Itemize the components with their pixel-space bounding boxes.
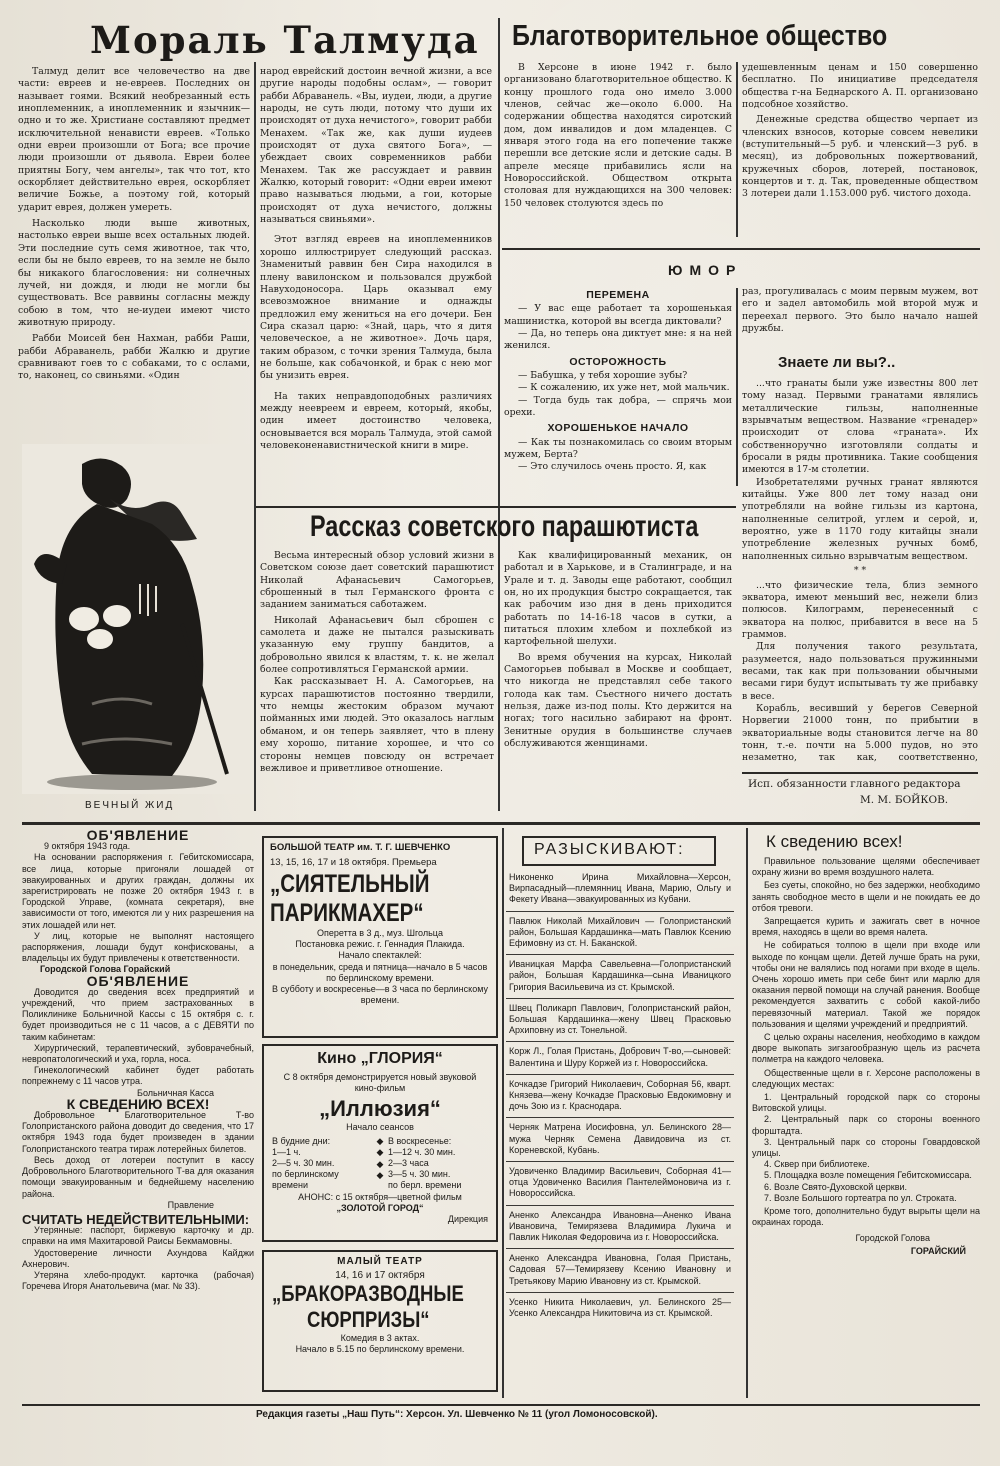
wanted-entry: Кочкадзе Григорий Николаевич, Соборная 56, кварт. Князева—жену Кочкадзе Прасковью Евдокимовну и дочь Зою из г. Краснодара. xyxy=(506,1075,734,1119)
cinema-weekdays xyxy=(272,1136,372,1192)
cinema-anons: АНОНС: с 15 октября—цветной фильм xyxy=(298,1191,462,1202)
section-rule xyxy=(742,772,978,774)
cinema-weekday-1: 1—1 ч. xyxy=(272,1146,301,1157)
theatre-title-2: ПАРИКМАХЕР“ xyxy=(270,899,424,927)
notice-list-item: 2. Центральный парк со стороны военного форштадта. xyxy=(752,1114,980,1136)
column-divider xyxy=(736,62,738,237)
notice-title: К сведению всех! xyxy=(766,832,903,851)
theatre-desc: Оперетта в 3 д., муз. Шгольца xyxy=(317,928,443,938)
parachutist-p4: Как квалифицированный механик, он работал и в Харькове, и в Сталинграде, и на Урале и т. д. Заводы еще работают, сообщил он, но их продукция быстро сокращается, так как рабочим изо дня в день приходится работать по 14-16-18 часов в сутки, а питаться плохим хлебом и похлебкой из картофельной шелухи. xyxy=(504,550,732,648)
wanted-entry: Черняк Матрена Иосифовна, ул. Белинского 28—мужа Черняк Семена Давидовича из ст. Кореневской, Кубань. xyxy=(506,1118,734,1162)
small-theatre-dates: 14, 16 и 17 октября xyxy=(335,1270,425,1281)
notice-list-item: 3. Центральный парк со стороны Говардовской улицы. xyxy=(752,1136,980,1159)
small-theatre-head: МАЛЫЙ ТЕАТР xyxy=(337,1256,423,1267)
column-divider xyxy=(498,18,500,811)
know-p5: Корабль, весивший у берегов Северной Норвегии 21000 тонн, по прибытии в экваториальные воды становится легче на 80 тонн, т.-е. почти на 5.000 пудов, но это незаметно, так как, соответственно, xyxy=(742,702,978,764)
know-p2: Изобретателями ручных гранат являются китайцы. Уже 800 лет тому назад они употребляли на войне гильзы из картона, наполненные селитрой, углем и серой, и, вероятно, уже в 1170 году китайцы знали употребление железных ручных бомб, наполненных сильно взрывчатым веществом. xyxy=(742,476,978,562)
humor-line: — Бабушка, у тебя хорошие зубы? xyxy=(518,370,688,382)
humor-heading-2: ОСТОРОЖНОСТЬ xyxy=(569,355,667,368)
theatre-dates: 13, 15, 16, 17 и 18 октября. Премьера xyxy=(270,857,437,868)
parachutist-title: Рассказ советского парашютиста xyxy=(310,510,699,543)
humor-heading-3: ХОРОШЕНЬКОЕ НАЧАЛО xyxy=(547,422,689,435)
theatre-desc-2: Постановка режис. г. Геннадия Плакида. xyxy=(295,939,465,950)
page-section-rule xyxy=(22,822,980,825)
notice-sign: Городской Голова xyxy=(855,1232,930,1243)
announce-p3b: Весь доход от лотереи поступит в кассу Добровольного Благотворительного Т-ва для оказания помощи эвакуированным и беднейшему населению района. xyxy=(22,1154,254,1199)
parachutist-p5: Во время обучения на курсах, Николай Самогорьев побывал в Москве и сообщает, что никогда не представлял себе такого голода как там. Съестного ничего достать нельзя, даже из-под полы. Кто держится на ногах; того насильно забирают на фронт. Зенитные орудия в большинстве случаев обслуживаются женщинами. xyxy=(504,651,732,750)
charity-title: Благотворительное общество xyxy=(512,20,888,52)
notice-p: С целью охраны населения, необходимо в каждом дворе выкопать зигзагообразную щель из расчета полметра на каждого человека. xyxy=(752,1032,980,1065)
announce-title-4: СЧИТАТЬ НЕДЕЙСТВИТЕЛЬНЫМИ: xyxy=(22,1211,250,1227)
cinema-weekend-label: В воскресенье: xyxy=(388,1135,452,1146)
notice-p: Кроме того, дополнительно будут вырыты щели на окраинах города. xyxy=(752,1206,980,1228)
theatre-ad xyxy=(262,836,498,1038)
notice-column xyxy=(752,856,980,1401)
notice-list-item: 7. Возле Большого гортеатра по ул. Строката. xyxy=(764,1192,957,1203)
charity-column-1 xyxy=(504,62,732,242)
cinema-text: С 8 октября демонстрируется новый звуковой кино-фильм xyxy=(283,1072,477,1094)
talmud-p2: Насколько люди выше животных, настолько евреи выше всех остальных людей. Эти последние суть семя животное, так что, если бы не было евреев, то на земле не было бы никакого благословения: ни солнечных лучей, ни дождя, и люди не могли бы существовать. Все раввины согласны между собою в том, что не-иудеи имеют чисто животную природу. xyxy=(18,218,250,328)
cinema-direction: Дирекция xyxy=(447,1214,488,1225)
humor-line: — Да, но теперь она диктует мне: я на ней женился. xyxy=(504,328,732,352)
humor-line: раз, прогуливалась с моим первым мужем, вот его и задел автомобиль мой второй муж и переехал первого. Это было начало нашей дружбы. xyxy=(742,286,978,335)
announce-p2c: Гинекологический кабинет будет работать попрежнему с 11 часов утра. xyxy=(22,1065,254,1087)
notice-p: Общественные щели в г. Херсоне расположены в следующих местах: xyxy=(752,1067,980,1089)
know-title: Знаете ли вы?.. xyxy=(778,354,896,371)
talmud-p5: Этот взгляд евреев на иноплеменников хорошо иллюстрирует следующий рассказ. Знаменитый раввин бен Сира находился в плену вавилонском и пользовался дружбой Навуходоносора. Царь оказывал ему всевозможное внимание и однажды предложил ему жениться на его дочери. Бен Сира сказал царю: «Знай, царь, что я дитя человеческое, а не животное». Дочь царя, таким образом, с точки зрения Талмуда, была не больше, как собачонкой, и брак с нею мог бы унизить еврея. xyxy=(260,234,492,382)
cinema-head: Кино „ГЛОРИЯ“ xyxy=(317,1050,443,1067)
charity-column-2 xyxy=(742,62,978,242)
wanted-list xyxy=(506,868,734,1398)
small-theatre-title-2: СЮРПРИЗЫ“ xyxy=(307,1307,430,1333)
illustration-caption: ВЕЧНЫЙ ЖИД xyxy=(85,800,175,811)
column-divider xyxy=(746,828,748,1398)
humor-column-1 xyxy=(504,286,732,496)
talmud-column-2 xyxy=(260,66,492,508)
cinema-start: Начало сеансов xyxy=(346,1122,414,1133)
announce-sign-1: Городской Голова Горайский xyxy=(40,964,171,975)
cinema-schedule xyxy=(272,1136,488,1192)
cinema-weekday-2: 2—5 ч. 30 мин. xyxy=(272,1158,335,1169)
announcements-column xyxy=(22,830,254,1400)
know-separator: * * xyxy=(853,565,867,577)
humor-line: — Тогда будь так добра, — спрячь мои орехи. xyxy=(504,394,732,419)
column-divider xyxy=(502,828,504,1398)
small-theatre-title-1: „БРАКОРАЗВОДНЫЕ xyxy=(272,1281,464,1307)
footer-address: Редакция газеты „Наш Путь“: Херсон. Ул. Шевченко № 11 (угол Ломоносовской). xyxy=(256,1409,658,1420)
announce-p3: Добровольное Благотворительное Т-во Голопристанского района доводит до сведения, что 17 октября 1943 года будет произведен в здании Голопристанского театра тираж лотерейных билетов. xyxy=(22,1110,254,1154)
wanted-entry: Удовиченко Владимир Васильевич, Соборная 41—отца Удовиченко Василия Пантелеймоновича из г. Новороссийска. xyxy=(506,1162,734,1206)
humor-line: — К сожалению, их уже нет, мой мальчик. xyxy=(518,382,730,394)
wanted-entry: Иваницкая Марфа Савельевна—Голопристанский район, Большая Кардашинка—сына Иваницкого Григория Васильевича из ст. Крымской. xyxy=(506,955,734,999)
talmud-p3: Рабби Моисей бен Нахман, рабби Раши, рабби Абраванель, рабби Жалкю и другие сравнивают гоев то с собаками, то с ослами, то, наконец, со свиньями. «Один xyxy=(18,333,250,382)
parachutist-p1: Весьма интересный обзор условий жизни в Советском союзе дает советский парашютист Николай Афанасьевич Самогорьев, сброшенный в тыл Германского фронта с заданием заниматься саботажем. xyxy=(260,550,494,611)
humor-line: — Это случилось очень просто. Я, как xyxy=(518,461,707,473)
humor-line: — Как ты познакомилась со своим вторым мужем, Берта? xyxy=(504,436,732,461)
humor-column-2 xyxy=(742,286,978,338)
notice-list-item: 4. Сквер при библиотеке. xyxy=(764,1159,870,1170)
talmud-title: Мораль Талмуда xyxy=(90,18,480,62)
know-column xyxy=(742,378,978,766)
humor-heading-1: ПЕРЕМЕНА xyxy=(586,289,650,301)
notice-list-item: 6. Возле Свято-Духовской церкви. xyxy=(764,1181,908,1192)
notice-sign-name: ГОРАЙСКИЙ xyxy=(910,1245,966,1256)
cinema-weekend-1: 1—12 ч. 30 мин. xyxy=(388,1146,456,1157)
column-divider xyxy=(736,288,738,486)
wanted-entry: Аненко Александра Ивановна, Голая Пристань, Садовая 57—Темирязеву Ксению Ивановну и Третьякову Марию Ивановну из ст. Крымской. xyxy=(506,1249,734,1293)
small-theatre-ad xyxy=(262,1250,498,1392)
small-theatre-desc: Комедия в 3 актах. xyxy=(340,1333,420,1344)
footer-rule xyxy=(22,1404,980,1406)
parachutist-column-2 xyxy=(504,550,732,812)
announce-p2b: Хирургический, терапевтический, зубоврачебный, невропатологический и уха, горла, носа. xyxy=(22,1042,254,1065)
wanted-entry: Корж Л., Голая Пристань, Добрович Т-во,—сыновей: Валентина и Шуру Коржей из г. Новороссийска. xyxy=(506,1042,734,1074)
charity-p1: В Херсоне в июне 1942 г. было организовано благотворительное общество. К концу прошлого года оно имело 3.000 членов, сейчас же—около 6.000. На содержании общества находятся сиротский дом, дом инвалидов и дом младенцев. С января этого года на его попечение также перешли все детские ясли и детские сады. В апреле месяце прибавились ясли на Новороссийской. Обществом открыта столовая для нуждающихся на 300 человек: 150 человек столуются здесь по xyxy=(504,62,732,209)
know-p1: ...что гранаты были уже известны 800 лет тому назад. Первыми гранатами являлись металлические гильзы, наполненные взрывчатым веществом. Название «гренадер» происходит от слова «граната». Их собственноручно изготовляли солдаты и бросали в ряды противника. Такие сообщения имеются в 17-м столетии. xyxy=(742,378,978,476)
charity-p3: Денежные средства общество черпает из членских взносов, которые совсем невелики (вступительный—5 руб. и членский—3 руб. в месяц), из добровольных пожертвований, кружечных сборов, лотерей, постановок, концертов и т. д. Так, проведенные обществом 3 лотереи дали 1.153.000 руб. чистого дохода. xyxy=(742,114,978,200)
editor-line: Исп. обязанности главного редактора xyxy=(748,778,961,790)
notice-list-item: 1. Центральный городской парк со стороны Витовской улицы. xyxy=(752,1092,980,1114)
notice-p: Запрещается курить и зажигать свет в ночное время, находясь в щели во время налета. xyxy=(752,916,980,938)
parachutist-p2: Николай Афанасьевич был сброшен с самолета и даже не пытался разыскивать указанную ему группу бандитов, а добровольно явился к властям, т. к. не желал более сопротивляться Германской армии. xyxy=(260,614,494,676)
wanted-entry: Павлюк Николай Михайлович — Голопристанский район, Большая Кардашинка—мать Павлюк Ксению Ефимовну из ст. Н. Баканской. xyxy=(506,912,734,956)
cinema-film: „Иллюзия“ xyxy=(319,1096,441,1122)
wandering-jew-caricature-icon xyxy=(22,444,250,794)
know-p3: ...что физические тела, близ земного экватора, имеют меньший вес, нежели близ полюсов. Килограмм, перенесенный с экватора на полюс, прибавится в весе на 5 граммов. xyxy=(742,579,978,640)
notice-p: Правильное пользование щелями обеспечивает охрану жизни во время воздушного налета. xyxy=(752,856,980,878)
announce-p1b: У лиц, которые не выполнят настоящего распоряжения, лошади будут конфискованы, а владельцы их будут привлечены к ответственности. xyxy=(22,930,254,964)
cinema-weekday-3: по берлинскому времени xyxy=(272,1169,339,1191)
notice-p: Не собираться толпою в щели при входе или выходе по концам щели. Детей лучше брать на руки, чтобы они не валялись под ногами при входе в щель. Очень хорошо иметь при себе бинт или марлю для оказания первой помощи на случай ранения. Вообще рекомендуется захватить с собой какой-либо перевязочный материал. Такой же порядок пользования и щелями учреждений и предприятий. xyxy=(752,940,980,1029)
talmud-p4: народ еврейский достоин вечной жизни, а все другие народы подобны ослам», — говорит рабби Абраванель. «Вы, иудеи, люди, а другие народы, не суть люди, потому что души их происходят от духа нечистого», говорит рабби Менахем. «Так же, как души иудеев происходят от духа святого Бога», — убеждает своих современников рабби Менахем. Так же рассуждает и раввин Жалкю, который говорит: «Одни евреи имеют право называться людьми, а гои, которые происходят от духа нечистого, должны называться свиньями». xyxy=(260,66,492,226)
announce-sign-2: Больничная Касса xyxy=(137,1087,214,1098)
announce-date: 9 октября 1943 года. xyxy=(44,841,131,852)
notice-p: Без суеты, спокойно, но без задержки, необходимо занять свободное место в щели и не покидать ее до отбоя тревоги. xyxy=(752,880,980,913)
section-rule xyxy=(502,248,980,250)
humor-title: ЮМОР xyxy=(668,262,743,278)
cinema-weekend-4: по берл. времени xyxy=(388,1180,462,1191)
cinema-anons-film: „ЗОЛОТОЙ ГОРОД“ xyxy=(336,1202,424,1213)
announce-p2: Доводится до сведения всех предприятий и учреждений, что прием застрахованных в Поликлинике Больничной Кассы с 15 октября с. г. будет производиться не с 11 часов, а с ДЕВЯТИ по таким кабинетам: xyxy=(22,986,254,1042)
theatre-title-1: „СИЯТЕЛЬНЫЙ xyxy=(270,870,430,898)
announce-p1: На основании распоряжения г. Гебитскомиссара, все лица, которые пригоняли лошадей от эвакуированных и других граждан, должны их зарегистрировать не позже 20 октября 1943 г. в Городской Управе, (комната секретаря), вне зависимости от того, имеются ли у них разрешения на этих лошадей или нет. xyxy=(22,852,254,930)
announce-p4: Утерянные: паспорт, биржевую карточку и др. справки на имя Махитаровой Раисы Бекмамовны. xyxy=(22,1225,254,1247)
announce-title-3: К СВЕДЕНИЮ ВСЕХ! xyxy=(66,1095,210,1112)
parachutist-p3: Как рассказывает Н. А. Самогорьев, на курсах парашютистов постоянно твердили, что немцы жестоким образом мучают пойманных ими людей. Это оказалось наглым обманом, и он теперь заявляет, что в плену ему хорошо, питание хорошее, и что со стороны немцев повсюду он встречает вежливое и приветливое отношение. xyxy=(260,676,494,774)
announce-p4c: Утеряна хлебо-продукт. карточка (рабочая) Горечева Игоря Анатольевича (маг. № 33). xyxy=(22,1269,254,1292)
small-theatre-desc-2: Начало в 5.15 по берлинскому времени. xyxy=(295,1344,465,1355)
know-p4: Для получения такого результата, разумеется, надо пользоваться пружинными весами, так как при пользовании обычными весами гири будут испытывать ту же прибавку в весе. xyxy=(742,641,978,702)
parachutist-column-1 xyxy=(260,550,494,812)
theatre-head: БОЛЬШОЙ ТЕАТР им. Т. Г. ШЕВЧЕНКО xyxy=(270,842,451,853)
column-divider xyxy=(254,62,256,512)
wanted-entry: Никоненко Ирина Михайловна—Херсон, Вирпасадный—племянниц Ивана, Марию, Ольгу и Фекету Ивана—эвакуированных из Кубани. xyxy=(506,868,734,912)
announce-p4b: Удостоверение личности Ахундова Кайджи Ахнерович. xyxy=(22,1247,254,1269)
wanted-entry: Усенко Никита Николаевич, ул. Белинского 25—Усенко Александра Никитовича из ст. Крымской. xyxy=(509,1296,731,1319)
cinema-weekend-3: 3—5 ч. 30 мин. xyxy=(388,1169,451,1180)
cinema-weekend xyxy=(388,1136,488,1192)
cinema-ad xyxy=(262,1044,498,1242)
wanted-title: РАЗЫСКИВАЮТ: xyxy=(534,841,685,858)
editor-name: М. М. БОЙКОВ. xyxy=(860,794,949,806)
charity-p2: удешевленным ценам и 150 совершенно бесплатно. По инициативе председателя общества г-на Беднарского А. П. организовано подсобное хозяйство. xyxy=(742,62,978,111)
column-divider xyxy=(254,506,256,811)
section-rule xyxy=(256,506,736,508)
wanted-entry: Швец Поликарп Павлович, Голопристанский район, Большая Кардашинка—жену Швец Прасковью Архиповну из ст. Тонельной. xyxy=(506,999,734,1043)
announce-sign-3: Правление xyxy=(167,1199,214,1210)
theatre-schedule-1: в понедельник, среда и пятница—начало в 5 часов по берлинскому времени. xyxy=(272,961,488,983)
announce-title-1: ОБ'ЯВЛЕНИЕ xyxy=(86,830,190,843)
humor-line: — У вас еще работает та хорошенькая машинистка, которой вы всегда диктовали? xyxy=(504,303,732,327)
cinema-diamonds: ◆ ◆ ◆ ◆ xyxy=(376,1135,384,1181)
cinema-weekday-label: В будние дни: xyxy=(272,1135,331,1146)
wanted-entry: Аненко Александра Ивановна—Аненко Ивана Ивановича, Темирязева Владимира Лукича и Павлик Николая Федоровича из г. Новороссийска. xyxy=(506,1206,734,1250)
notice-list-item: 5. Площадка возле помещения Гебитскомиссара. xyxy=(764,1170,972,1181)
talmud-column-1 xyxy=(18,66,250,442)
talmud-p6: На таких неправдоподобных различиях между неевреем и евреем, который, якобы, один имеет достоинство человека, основывается вся мораль Талмуда, этой самой человеконенавистнической книги в мире. xyxy=(260,390,492,451)
theatre-start: Начало спектаклей: xyxy=(338,950,422,961)
cinema-weekend-2: 2—3 часа xyxy=(388,1158,429,1169)
theatre-schedule-2: В субботу и воскресенье—в 3 часа по берлинскому времени. xyxy=(272,984,488,1006)
announce-title-2: ОБ'ЯВЛЕНИЕ xyxy=(86,972,190,989)
talmud-p1: Талмуд делит все человечество на две части: евреев и не-евреев. Последних он называет гоями. Всякий необрезанный есть иноплеменник, а иноплеменник и язычник—одно и то же. Христиане составляют предмет исключительной ненависти евреев. «Только одни евреи произошли от Бога; все прочие люди произошли от дьявола. Евреи более приятны Богу, чем ангелы», так что тот, кто оскорбляет действительно еврея, оскорбляет величие Божье, а поэтому гой, который ударит еврея, должен умереть. xyxy=(18,66,250,213)
